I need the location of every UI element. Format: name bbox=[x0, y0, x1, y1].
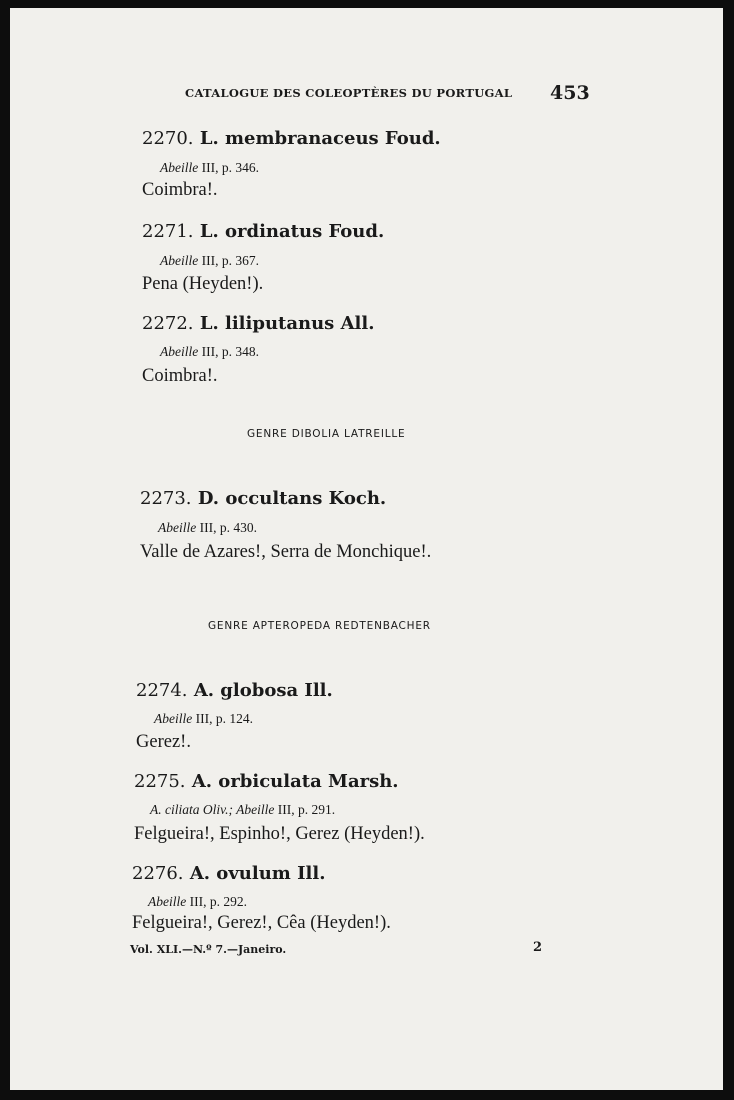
document-page bbox=[10, 8, 723, 1090]
genre-heading: GENRE DIBOLIA LATREILLE bbox=[247, 428, 406, 440]
entry-locality: Felgueira!, Gerez!, Cêa (Heyden!). bbox=[132, 913, 391, 933]
entry-number: 2276. bbox=[132, 863, 184, 884]
entry-number: 2274. bbox=[136, 680, 188, 701]
species-name: A. ovulum Ill. bbox=[189, 863, 326, 884]
entry-number: 2272. bbox=[142, 313, 194, 334]
entry-reference: Abeille III, p. 346. bbox=[160, 160, 259, 175]
entry-reference: Abeille III, p. 430. bbox=[158, 520, 257, 535]
entry-locality: Gerez!. bbox=[136, 732, 191, 752]
species-name: L. membranaceus Foud. bbox=[199, 128, 441, 149]
entry-title bbox=[134, 771, 399, 792]
entry-locality: Coimbra!. bbox=[142, 366, 218, 386]
entry-locality: Pena (Heyden!). bbox=[142, 274, 264, 294]
species-name: L. ordinatus Foud. bbox=[199, 221, 385, 242]
entry-title bbox=[142, 221, 384, 242]
footer-signature: 2 bbox=[533, 940, 543, 955]
species-name: D. occultans Koch. bbox=[197, 488, 387, 509]
footer-volume: Vol. XLI.—N.º 7.—Janeiro. bbox=[130, 943, 287, 956]
genre-heading: GENRE APTEROPEDA REDTENBACHER bbox=[208, 620, 431, 632]
species-name: A. globosa Ill. bbox=[193, 680, 333, 701]
entry-title bbox=[140, 488, 386, 509]
entry-title bbox=[142, 313, 375, 334]
entry-locality: Felgueira!, Espinho!, Gerez (Heyden!). bbox=[134, 824, 425, 844]
entry-locality: Coimbra!. bbox=[142, 180, 218, 200]
species-name: L. liliputanus All. bbox=[199, 313, 375, 334]
species-name: A. orbiculata Marsh. bbox=[191, 771, 399, 792]
entry-locality: Valle de Azares!, Serra de Monchique!. bbox=[140, 542, 432, 562]
entry-reference: Abeille III, p. 348. bbox=[160, 344, 259, 359]
entry-number: 2271. bbox=[142, 221, 194, 242]
entry-reference: Abeille III, p. 124. bbox=[154, 711, 253, 726]
entry-title bbox=[132, 863, 325, 884]
entry-number: 2270. bbox=[142, 128, 194, 149]
entry-reference: A. ciliata Oliv.; Abeille III, p. 291. bbox=[150, 802, 336, 817]
entry-number: 2275. bbox=[134, 771, 186, 792]
running-header: CATALOGUE DES COLEOPTÈRES DU PORTUGAL bbox=[185, 86, 513, 100]
entry-reference: Abeille III, p. 292. bbox=[148, 894, 247, 909]
page-number: 453 bbox=[550, 82, 590, 104]
entry-number: 2273. bbox=[140, 488, 192, 509]
entry-reference: Abeille III, p. 367. bbox=[160, 253, 259, 268]
entry-title bbox=[142, 128, 441, 149]
entry-title bbox=[136, 680, 333, 701]
